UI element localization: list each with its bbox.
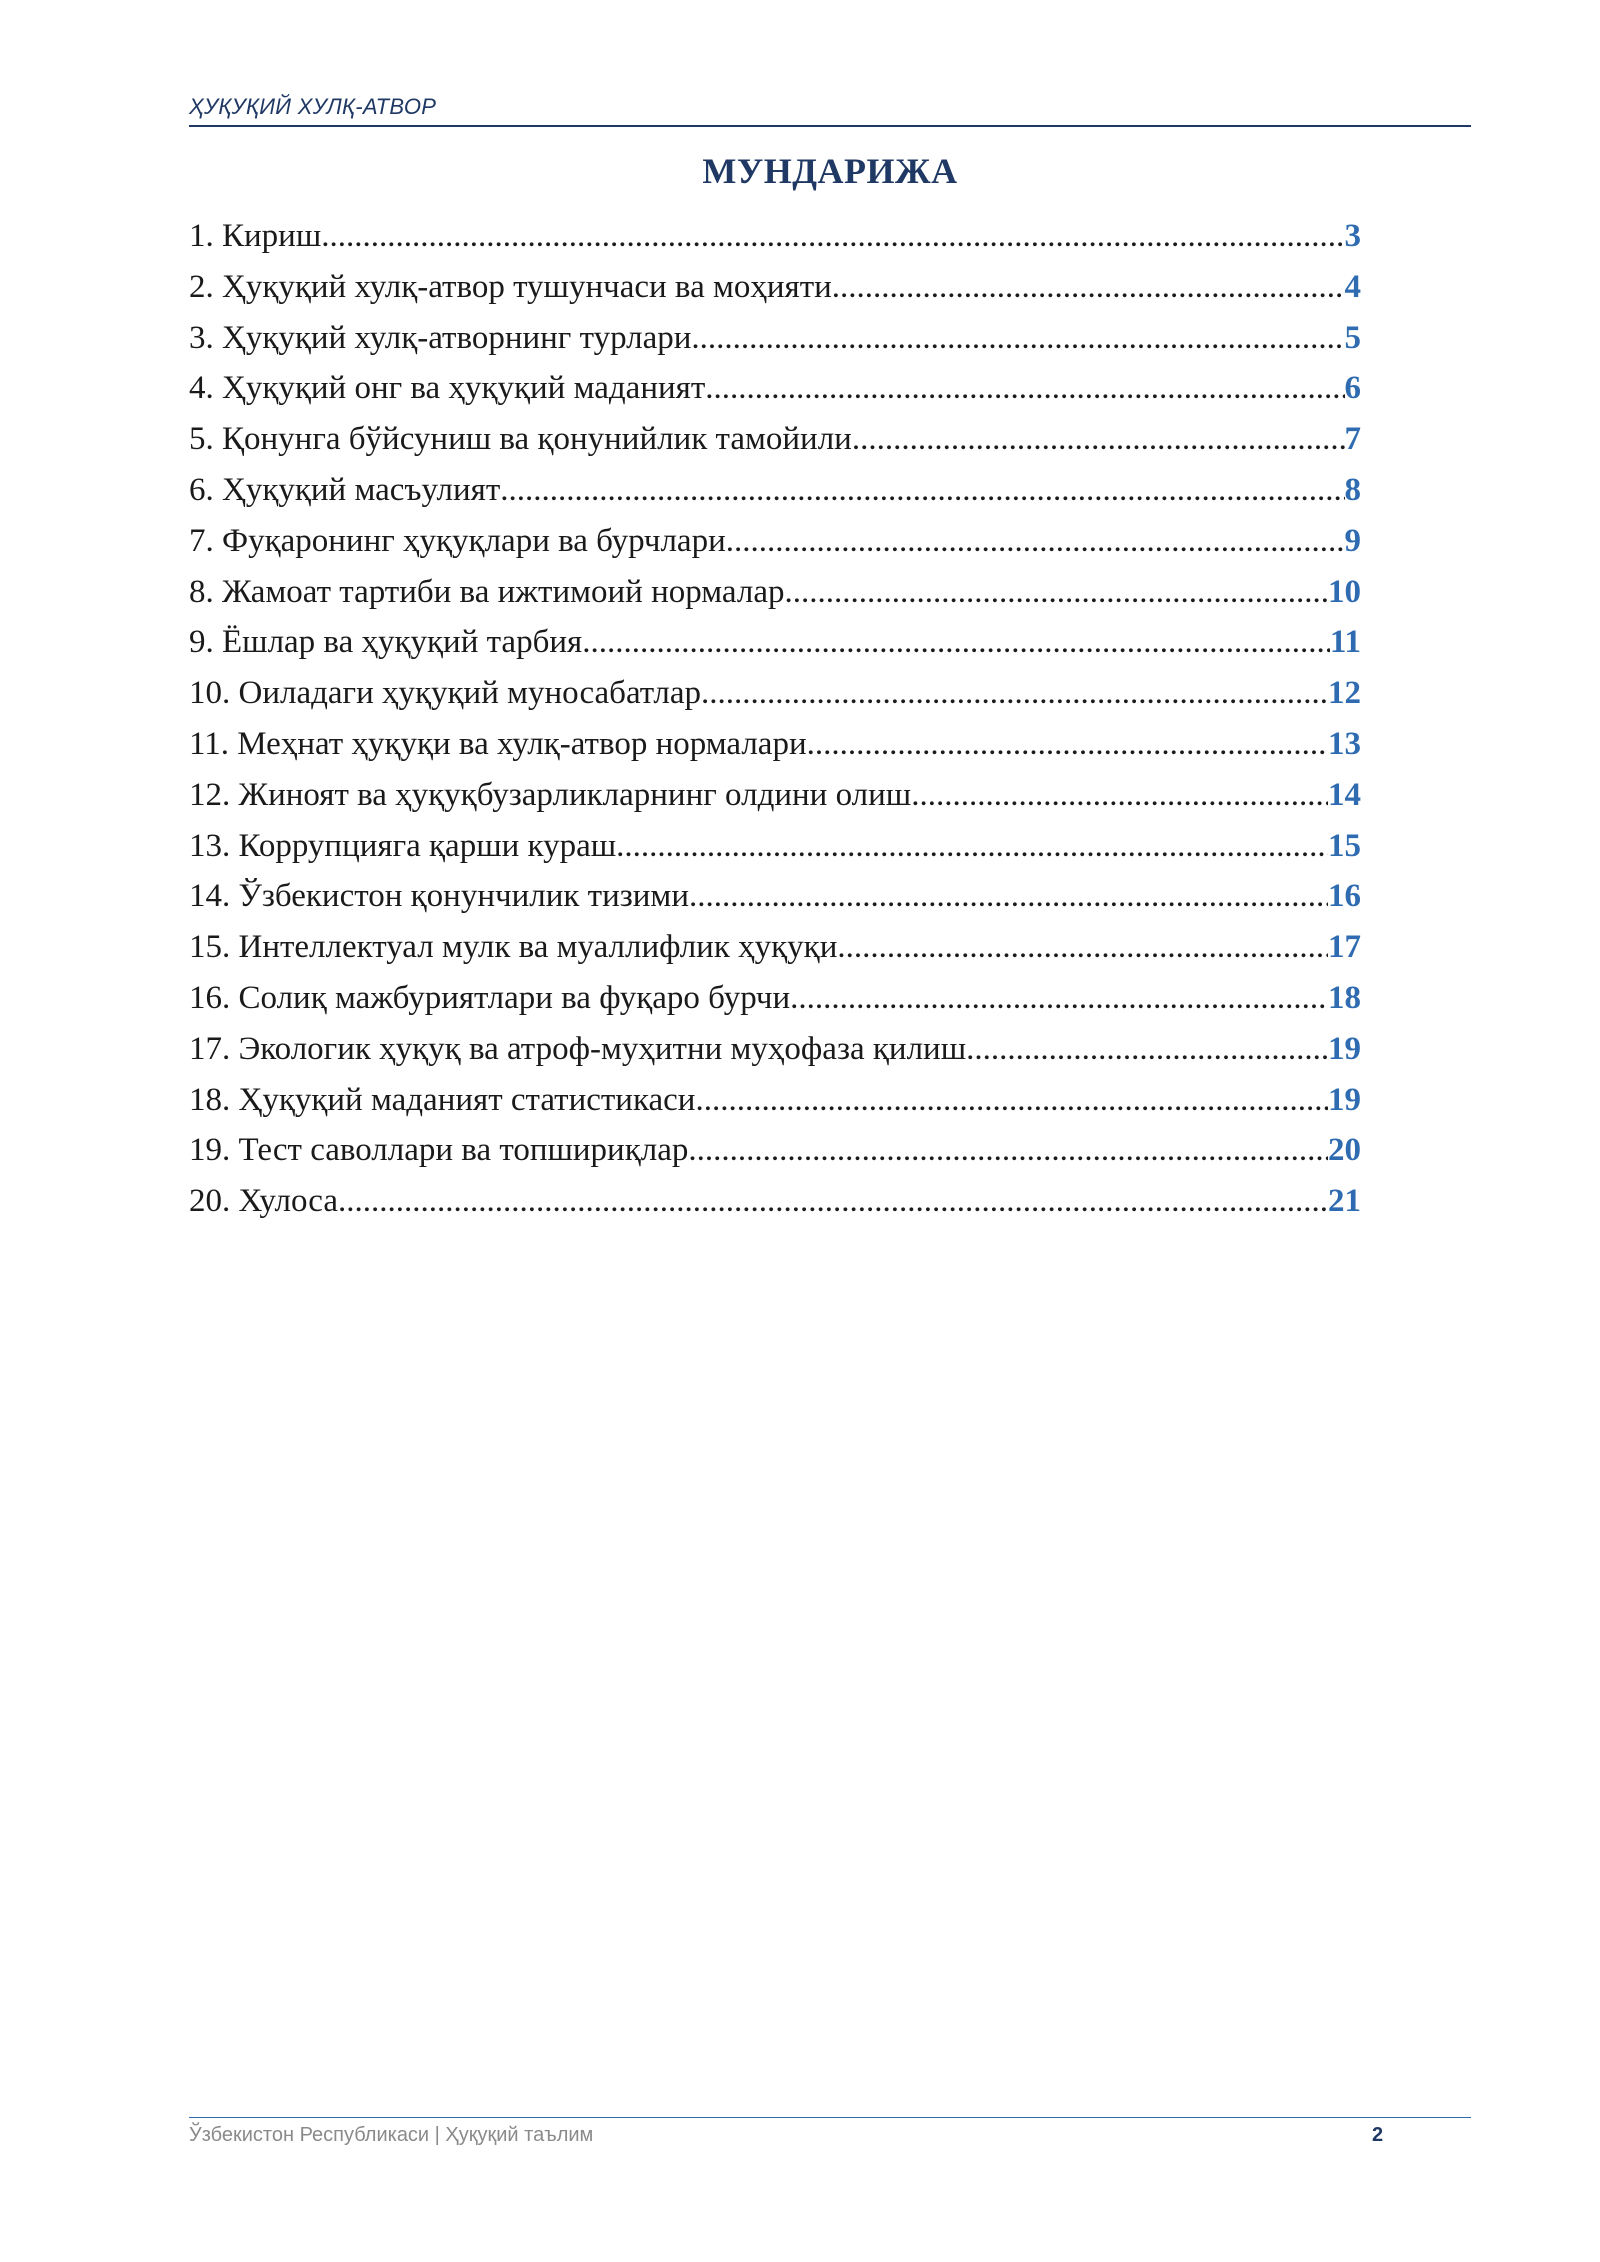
toc-dot-leader bbox=[701, 675, 1328, 712]
toc-entry-label: 11. Меҳнат ҳуқуқи ва хулқ-атвор нормалари bbox=[189, 725, 807, 762]
toc-entry[interactable] bbox=[189, 777, 1361, 828]
toc-page-link[interactable]: 20 bbox=[1328, 1132, 1361, 1169]
toc-dot-leader bbox=[691, 320, 1344, 357]
toc-entry-label: 9. Ёшлар ва ҳуқуқий тарбия bbox=[189, 624, 583, 661]
toc-dot-leader bbox=[966, 1031, 1328, 1068]
toc-dot-leader bbox=[705, 370, 1344, 407]
toc-page-link[interactable]: 13 bbox=[1328, 725, 1361, 762]
toc-entry[interactable] bbox=[189, 1082, 1361, 1133]
toc-dot-leader bbox=[500, 472, 1344, 509]
toc-dot-leader bbox=[837, 929, 1328, 966]
toc-dot-leader bbox=[726, 523, 1345, 560]
toc-list bbox=[189, 218, 1361, 1234]
toc-page-link[interactable]: 18 bbox=[1328, 979, 1361, 1016]
footer-divider bbox=[189, 2117, 1471, 2118]
toc-page-link[interactable]: 14 bbox=[1328, 776, 1361, 813]
toc-entry[interactable] bbox=[189, 828, 1361, 879]
toc-entry[interactable] bbox=[189, 320, 1361, 371]
toc-entry-label: 2. Ҳуқуқий хулқ-атвор тушунчаси ва моҳияти bbox=[189, 268, 832, 305]
toc-entry-label: 4. Ҳуқуқий онг ва ҳуқуқий маданият bbox=[189, 370, 706, 407]
toc-entry[interactable] bbox=[189, 624, 1361, 675]
toc-entry[interactable] bbox=[189, 929, 1361, 980]
toc-entry[interactable] bbox=[189, 726, 1361, 777]
toc-entry-label: 19. Тест саволлари ва топшириқлар bbox=[189, 1132, 689, 1169]
toc-page-link[interactable]: 3 bbox=[1344, 218, 1361, 254]
header-divider bbox=[189, 125, 1471, 127]
toc-page-link[interactable]: 19 bbox=[1328, 1081, 1361, 1118]
toc-page-link[interactable]: 17 bbox=[1328, 929, 1361, 966]
toc-page-link[interactable]: 6 bbox=[1344, 370, 1361, 407]
toc-entry-label: 14. Ўзбекистон қонунчилик тизими bbox=[189, 878, 689, 915]
toc-dot-leader bbox=[807, 726, 1328, 763]
toc-page-link[interactable]: 5 bbox=[1344, 319, 1361, 356]
toc-entry-label: 18. Ҳуқуқий маданият статистикаси bbox=[189, 1081, 696, 1118]
footer-page-number: 2 bbox=[1372, 2124, 1384, 2146]
toc-entry[interactable] bbox=[189, 218, 1361, 269]
toc-page-link[interactable]: 11 bbox=[1329, 624, 1361, 661]
toc-entry-label: 3. Ҳуқуқий хулқ-атворнинг турлари bbox=[189, 319, 692, 356]
toc-entry-label: 10. Оиладаги ҳуқуқий муносабатлар bbox=[189, 675, 701, 712]
toc-page-link[interactable]: 19 bbox=[1328, 1030, 1361, 1067]
toc-entry-label: 8. Жамоат тартиби ва ижтимоий нормалар bbox=[189, 573, 785, 610]
toc-entry[interactable] bbox=[189, 574, 1361, 625]
footer-text: Ўзбекистон Республикаси | Ҳуқуқий таълим bbox=[189, 2124, 594, 2146]
toc-entry-label: 13. Коррупцияга қарши кураш bbox=[189, 827, 617, 864]
toc-entry-label: 7. Фуқаронинг ҳуқуқлари ва бурчлари bbox=[189, 522, 726, 559]
toc-entry-label: 1. Кириш bbox=[189, 218, 322, 254]
toc-dot-leader bbox=[689, 878, 1328, 915]
toc-entry[interactable] bbox=[189, 1183, 1361, 1234]
toc-entry-label: 15. Интеллектуал мулк ва муаллифлик ҳуқуқи bbox=[189, 929, 838, 966]
toc-dot-leader bbox=[790, 980, 1328, 1017]
toc-entry-label: 17. Экологик ҳуқуқ ва атроф-муҳитни муҳофаза қилиш bbox=[189, 1030, 967, 1067]
toc-entry[interactable] bbox=[189, 370, 1361, 421]
toc-page-link[interactable]: 16 bbox=[1328, 878, 1361, 915]
toc-entry[interactable] bbox=[189, 269, 1361, 320]
toc-page-link[interactable]: 10 bbox=[1328, 573, 1361, 610]
toc-entry[interactable] bbox=[189, 675, 1361, 726]
toc-entry-label: 16. Солиқ мажбуриятлари ва фуқаро бурчи bbox=[189, 979, 791, 1016]
toc-entry-label: 12. Жиноят ва ҳуқуқбузарликларнинг олдини олиш bbox=[189, 776, 912, 813]
toc-entry-label: 6. Ҳуқуқий масъулият bbox=[189, 471, 501, 508]
toc-page-link[interactable]: 8 bbox=[1344, 471, 1361, 508]
toc-page-link[interactable]: 4 bbox=[1344, 268, 1361, 305]
toc-title: МУНДАРИЖА bbox=[702, 151, 958, 191]
toc-dot-leader bbox=[688, 1132, 1328, 1169]
toc-dot-leader bbox=[695, 1082, 1328, 1119]
toc-entry[interactable] bbox=[189, 472, 1361, 523]
toc-dot-leader bbox=[321, 218, 1344, 255]
toc-entry-label: 5. Қонунга бўйсуниш ва қонунийлик тамойили bbox=[189, 421, 852, 458]
toc-dot-leader bbox=[911, 777, 1328, 814]
toc-dot-leader bbox=[582, 624, 1330, 661]
running-header: ҲУҚУҚИЙ ХУЛҚ-АТВОР bbox=[189, 94, 437, 119]
toc-dot-leader bbox=[616, 828, 1328, 865]
toc-dot-leader bbox=[784, 574, 1328, 611]
toc-entry[interactable] bbox=[189, 1031, 1361, 1082]
toc-entry[interactable] bbox=[189, 1132, 1361, 1183]
toc-entry-label: 20. Хулоса bbox=[189, 1183, 338, 1220]
toc-dot-leader bbox=[852, 421, 1345, 458]
toc-dot-leader bbox=[338, 1183, 1328, 1220]
toc-entry[interactable] bbox=[189, 878, 1361, 929]
toc-dot-leader bbox=[832, 269, 1345, 306]
toc-entry[interactable] bbox=[189, 523, 1361, 574]
toc-page-link[interactable]: 21 bbox=[1328, 1183, 1361, 1220]
toc-entry[interactable] bbox=[189, 980, 1361, 1031]
toc-page-link[interactable]: 9 bbox=[1344, 522, 1361, 559]
toc-entry[interactable] bbox=[189, 421, 1361, 472]
toc-page-link[interactable]: 15 bbox=[1328, 827, 1361, 864]
toc-page-link[interactable]: 7 bbox=[1344, 421, 1361, 458]
toc-page-link[interactable]: 12 bbox=[1328, 675, 1361, 712]
